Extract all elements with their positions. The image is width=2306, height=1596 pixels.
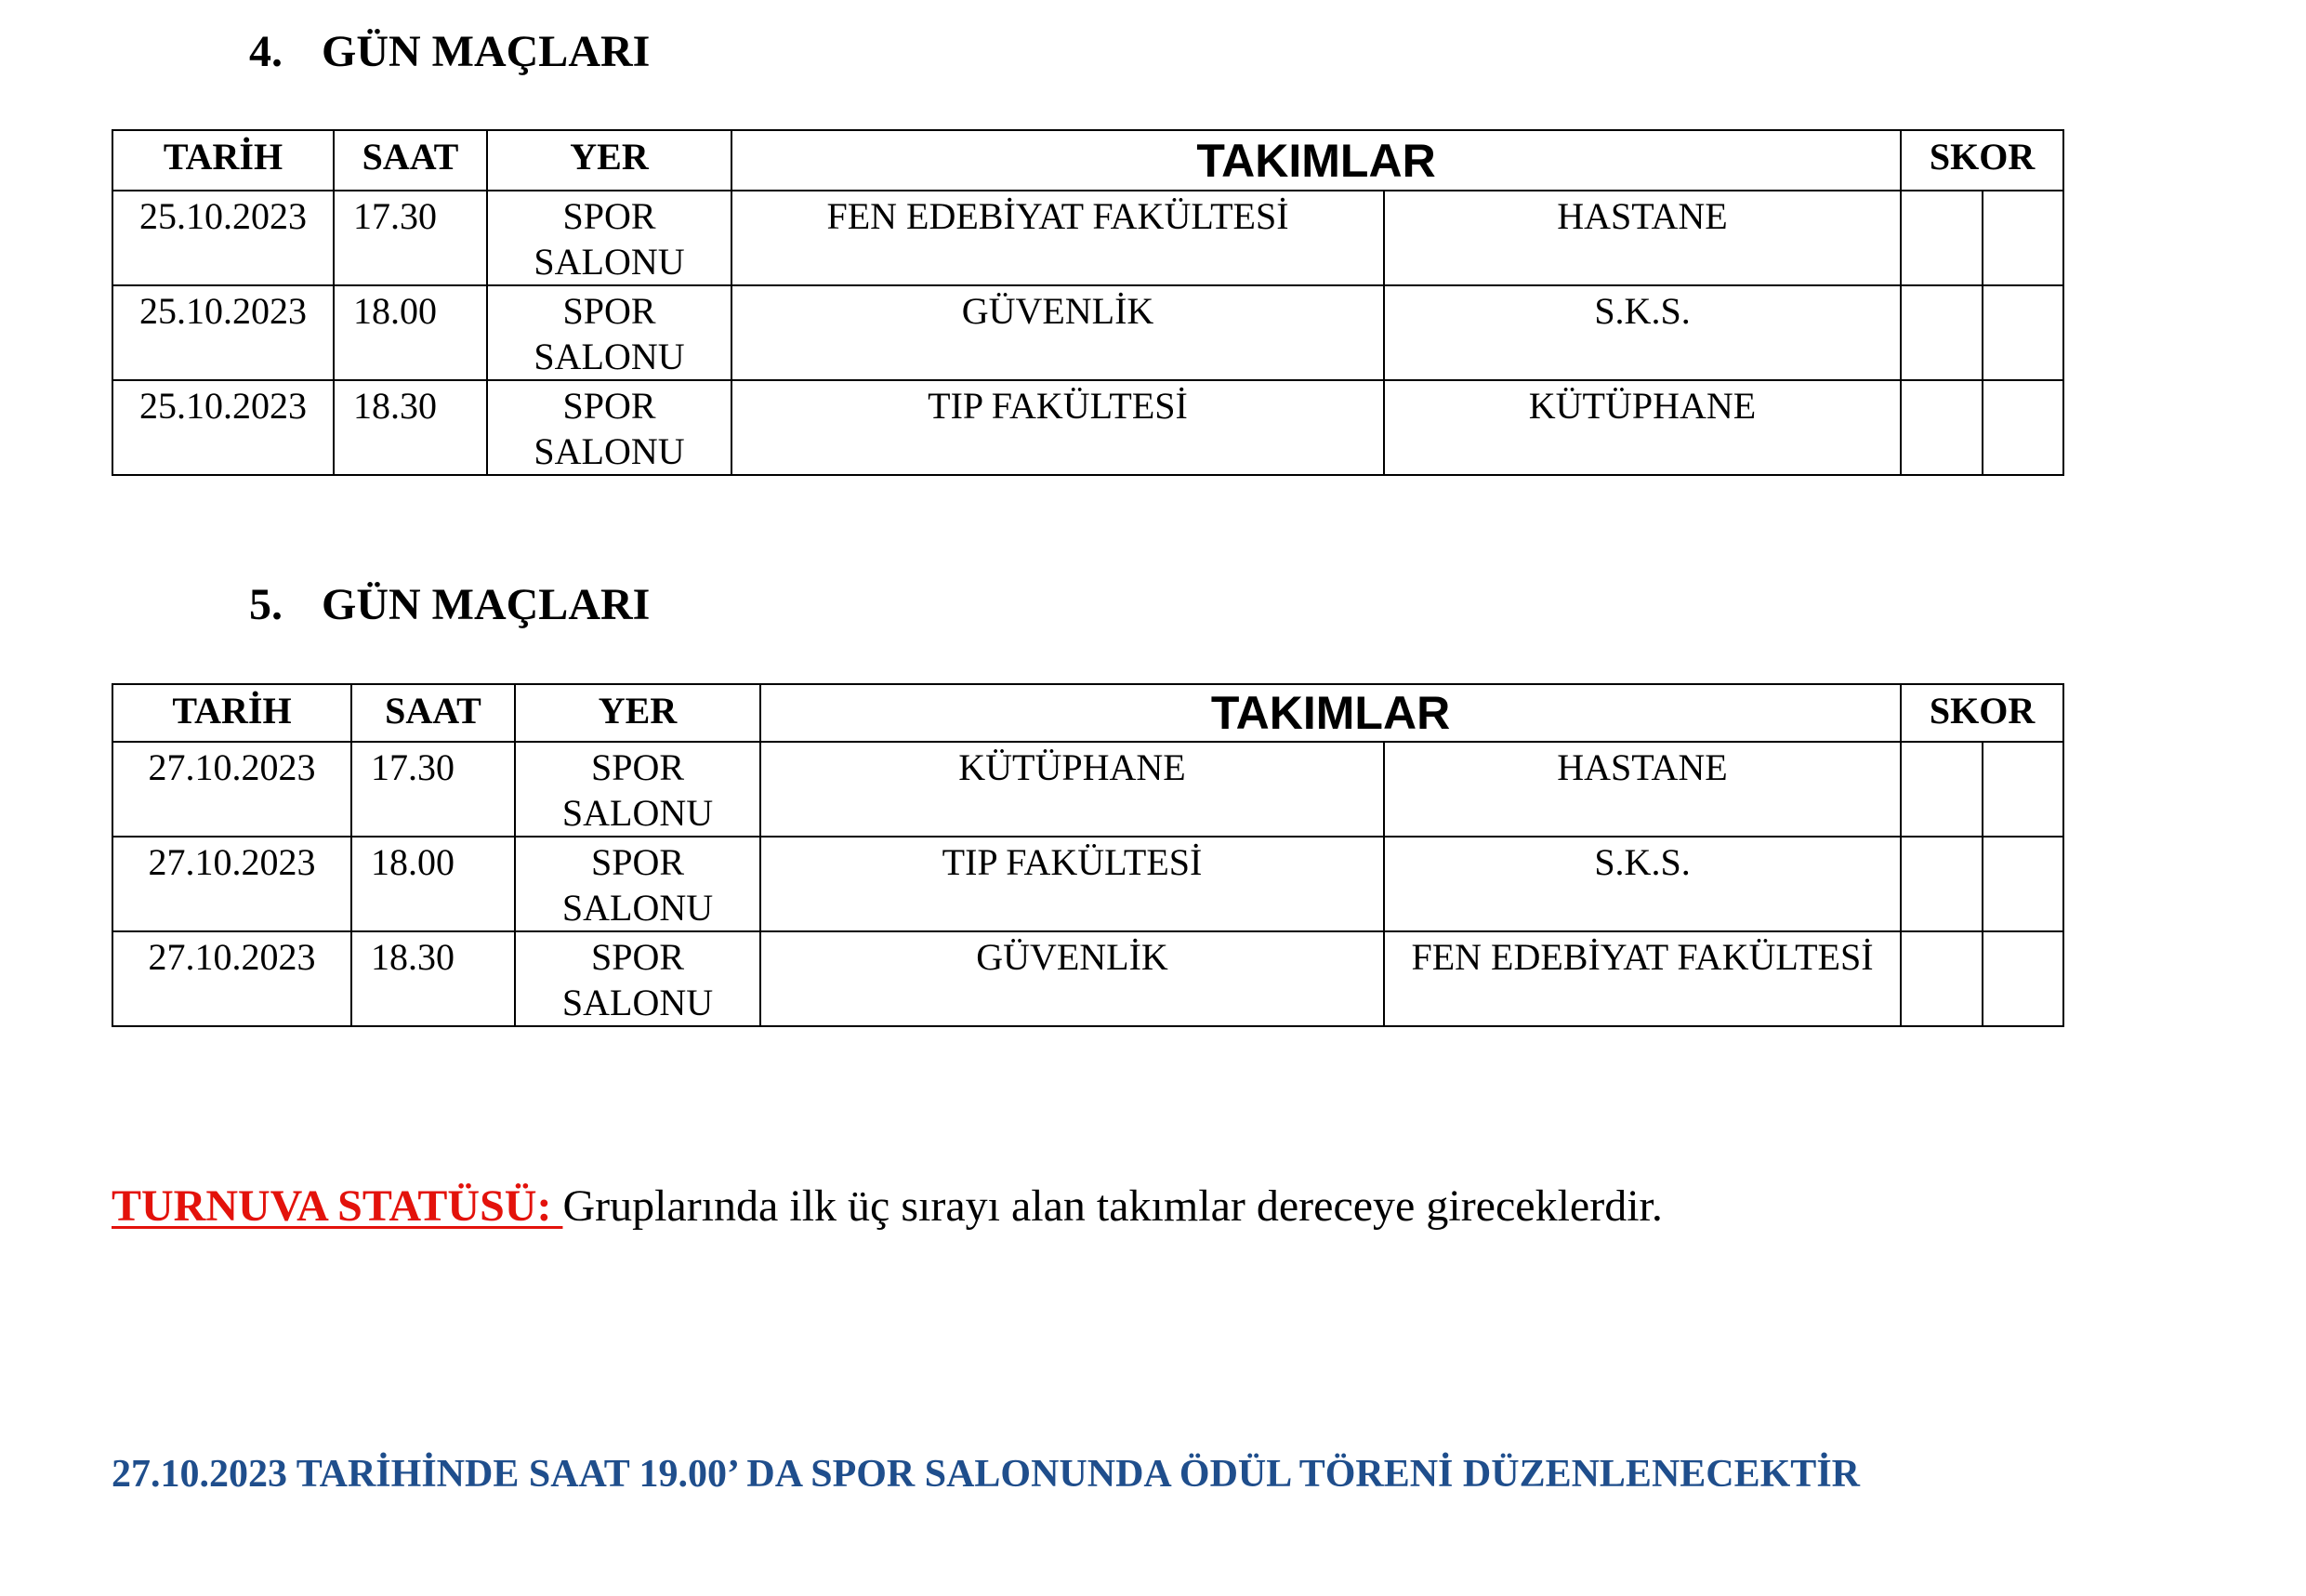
day5-header-row [112, 684, 2063, 742]
away-team: FEN EDEBİYAT FAKÜLTESİ [1384, 931, 1901, 1026]
day4-heading-text: GÜN MAÇLARI [322, 27, 651, 76]
home-team: GÜVENLİK [760, 931, 1384, 1026]
match-time: 18.00 [351, 837, 515, 931]
home-team: KÜTÜPHANE [760, 742, 1384, 837]
table-row [112, 380, 2063, 475]
table-row [112, 837, 2063, 931]
away-score-cell [1983, 285, 2063, 380]
home-score-cell [1901, 742, 1983, 837]
home-score-cell [1901, 837, 1983, 931]
day4-col-tarih: TARİH [112, 130, 334, 191]
tournament-status-text: Gruplarında ilk üç sırayı alan takımlar dereceye gireceklerdir. [562, 1181, 1663, 1231]
day4-col-takimlar: TAKIMLAR [731, 130, 1901, 191]
match-venue: SPOR SALONU [515, 742, 760, 837]
match-time: 18.00 [334, 285, 487, 380]
match-date: 27.10.2023 [112, 742, 351, 837]
match-venue: SPOR SALONU [515, 837, 760, 931]
home-team: GÜVENLİK [731, 285, 1384, 380]
day4-heading [249, 27, 651, 76]
home-team: FEN EDEBİYAT FAKÜLTESİ [731, 191, 1384, 285]
home-team: TIP FAKÜLTESİ [760, 837, 1384, 931]
match-date: 25.10.2023 [112, 191, 334, 285]
day5-col-takimlar: TAKIMLAR [760, 684, 1901, 742]
home-score-cell [1901, 285, 1983, 380]
home-score-cell [1901, 380, 1983, 475]
day4-header-row [112, 130, 2063, 191]
home-team: TIP FAKÜLTESİ [731, 380, 1384, 475]
day5-heading [249, 580, 651, 629]
day4-col-yer: YER [487, 130, 731, 191]
day5-col-saat: SAAT [351, 684, 515, 742]
table-row [112, 742, 2063, 837]
table-row [112, 931, 2063, 1026]
day5-col-yer: YER [515, 684, 760, 742]
day5-match-table [112, 683, 2064, 1027]
away-team: HASTANE [1384, 742, 1901, 837]
match-time: 17.30 [351, 742, 515, 837]
away-score-cell [1983, 837, 2063, 931]
tournament-status-label: TURNUVA STATÜSÜ: [112, 1181, 563, 1231]
day5-heading-text: GÜN MAÇLARI [322, 580, 651, 629]
away-team: KÜTÜPHANE [1384, 380, 1901, 475]
match-venue: SPOR SALONU [487, 380, 731, 475]
away-score-cell [1983, 191, 2063, 285]
award-ceremony-notice: 27.10.2023 TARİHİNDE SAAT 19.00’ DA SPOR SALONUNDA ÖDÜL TÖRENİ DÜZENLENECEKTİR [112, 1453, 1860, 1496]
home-score-cell [1901, 931, 1983, 1026]
match-venue: SPOR SALONU [487, 191, 731, 285]
day5-col-skor: SKOR [1901, 684, 2063, 742]
day4-col-skor: SKOR [1901, 130, 2063, 191]
day5-col-tarih: TARİH [112, 684, 351, 742]
match-date: 25.10.2023 [112, 380, 334, 475]
away-score-cell [1983, 931, 2063, 1026]
match-date: 27.10.2023 [112, 837, 351, 931]
day4-heading-number: 4. [249, 27, 283, 76]
match-time: 18.30 [351, 931, 515, 1026]
home-score-cell [1901, 191, 1983, 285]
match-time: 18.30 [334, 380, 487, 475]
match-time: 17.30 [334, 191, 487, 285]
tournament-status [112, 1179, 1663, 1234]
day4-col-saat: SAAT [334, 130, 487, 191]
table-row [112, 191, 2063, 285]
table-row [112, 285, 2063, 380]
away-score-cell [1983, 742, 2063, 837]
match-venue: SPOR SALONU [487, 285, 731, 380]
match-date: 27.10.2023 [112, 931, 351, 1026]
day5-heading-number: 5. [249, 580, 283, 629]
match-venue: SPOR SALONU [515, 931, 760, 1026]
away-team: S.K.S. [1384, 837, 1901, 931]
day4-match-table [112, 129, 2064, 476]
match-date: 25.10.2023 [112, 285, 334, 380]
away-team: S.K.S. [1384, 285, 1901, 380]
away-score-cell [1983, 380, 2063, 475]
away-team: HASTANE [1384, 191, 1901, 285]
